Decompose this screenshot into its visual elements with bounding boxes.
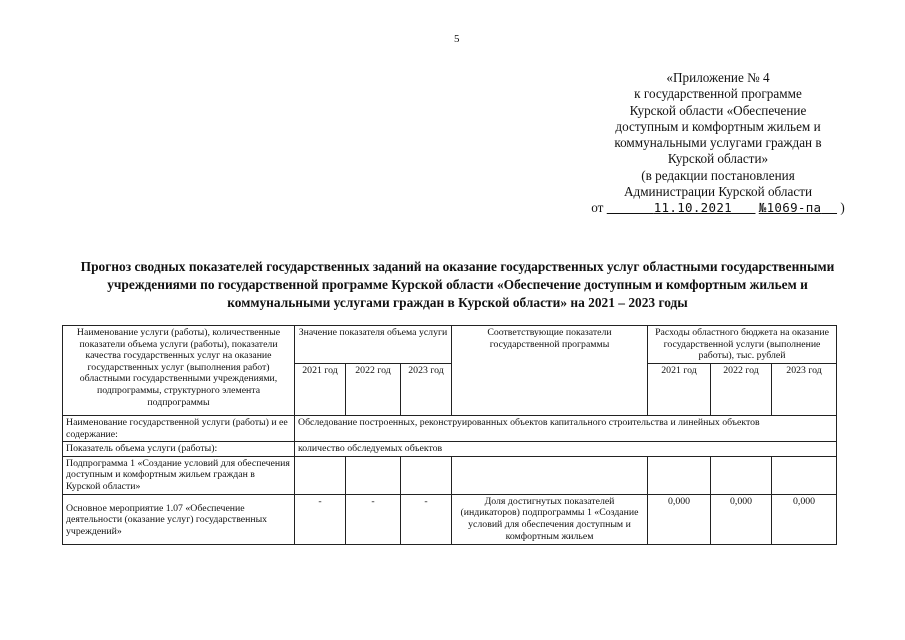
date-prefix: от bbox=[591, 200, 604, 216]
header-name-col: Наименование услуги (работы), количественные показатели объема услуги (работы), показатели качества государственных услуг на оказание государственных услуг (выполнения работ) областными государственными учреждениями, подпрограммы, структурного элемента подпрограммы bbox=[63, 326, 295, 416]
budget-2022: 0,000 bbox=[711, 494, 772, 544]
forecast-table bbox=[62, 325, 837, 545]
budget-2023: 0,000 bbox=[772, 494, 837, 544]
program-indicator: Доля достигнутых показателей (индикаторов) подпрограммы 1 «Создание условий для обеспечения доступным и комфортным жильем bbox=[452, 494, 648, 544]
appendix-line: (в редакции постановления bbox=[641, 167, 795, 183]
indicator-label: Показатель объема услуги (работы): bbox=[63, 442, 295, 457]
empty-cell bbox=[295, 456, 346, 494]
empty-cell bbox=[346, 456, 401, 494]
page-number: 5 bbox=[454, 33, 460, 45]
subprogram-label: Подпрограмма 1 «Создание условий для обеспечения доступным и комфортным жильем граждан в Курской области» bbox=[63, 456, 295, 494]
empty-cell bbox=[401, 456, 452, 494]
header-budget-group: Расходы областного бюджета на оказание государственной услуги (выполнение работы), тыс. рублей bbox=[648, 326, 837, 364]
service-row bbox=[63, 416, 837, 442]
appendix-line: доступным и комфортным жильем и bbox=[615, 118, 821, 134]
appendix-line: Администрации Курской области bbox=[623, 184, 813, 200]
resolution-date-line bbox=[588, 200, 848, 216]
empty-cell bbox=[648, 456, 711, 494]
subprogram-row bbox=[63, 456, 837, 494]
table-header-row bbox=[63, 326, 837, 364]
budget-2021: 0,000 bbox=[648, 494, 711, 544]
year-header: 2021 год bbox=[295, 364, 346, 416]
resolution-date: 11.10.2021 bbox=[653, 200, 732, 216]
indicator-value: количество обследуемых объектов bbox=[295, 442, 837, 457]
appendix-line: «Приложение № 4 bbox=[666, 70, 770, 85]
volume-2021: - bbox=[295, 494, 346, 544]
appendix-line: к государственной программе bbox=[634, 86, 802, 102]
appendix-block bbox=[588, 70, 848, 217]
year-header: 2021 год bbox=[648, 364, 711, 416]
empty-cell bbox=[452, 456, 648, 494]
year-header: 2023 год bbox=[772, 364, 837, 416]
service-label: Наименование государственной услуги (работы) и ее содержание: bbox=[63, 416, 295, 442]
volume-2023: - bbox=[401, 494, 452, 544]
date-suffix: ) bbox=[840, 200, 845, 216]
service-value: Обследование построенных, реконструированных объектов капитального строительства и линейных объектов bbox=[295, 416, 837, 442]
resolution-number: №1069-па bbox=[758, 200, 822, 216]
appendix-line: Курской области «Обеспечение bbox=[629, 102, 807, 118]
header-volume-group: Значение показателя объема услуги bbox=[295, 326, 452, 364]
measure-row bbox=[63, 494, 837, 544]
empty-cell bbox=[711, 456, 772, 494]
volume-2022: - bbox=[346, 494, 401, 544]
year-header: 2023 год bbox=[401, 364, 452, 416]
document-title: Прогноз сводных показателей государственных заданий на оказание государственных услуг областными государственными учреждениями по государственной программе Курской области «Обеспечение доступным и комфортным жильем и коммунальными услугами граждан в Курской области» на 2021 – 2023 годы bbox=[80, 259, 835, 310]
measure-label: Основное мероприятие 1.07 «Обеспечение деятельности (оказание услуг) государственных учреждений» bbox=[63, 494, 295, 544]
empty-cell bbox=[772, 456, 837, 494]
year-header: 2022 год bbox=[346, 364, 401, 416]
header-program-col: Соответствующие показатели государственной программы bbox=[452, 326, 648, 416]
year-header: 2022 год bbox=[711, 364, 772, 416]
appendix-line: коммунальными услугами граждан в bbox=[614, 135, 822, 151]
indicator-row bbox=[63, 442, 837, 457]
appendix-line: Курской области» bbox=[667, 151, 769, 167]
